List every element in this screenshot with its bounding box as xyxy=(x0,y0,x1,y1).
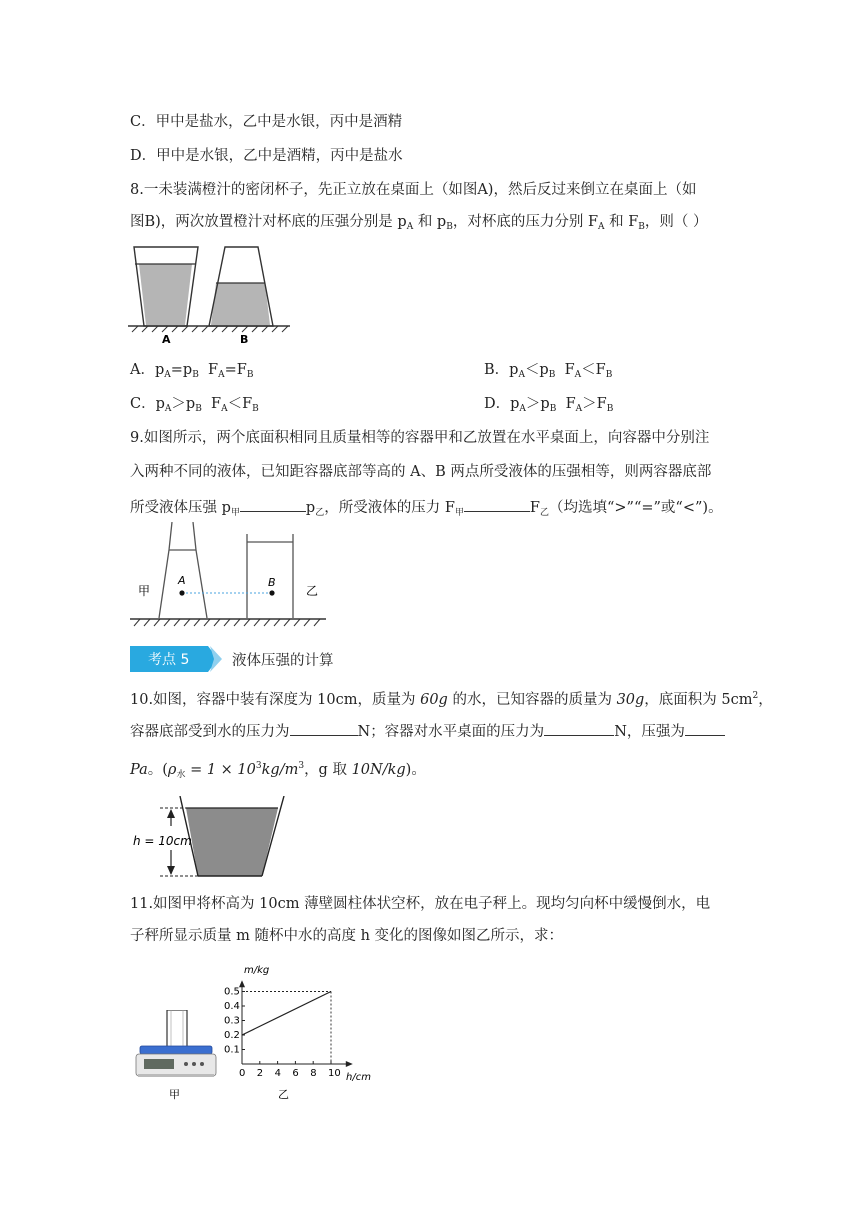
cup-b-liquid xyxy=(211,283,270,325)
q10-container-figure xyxy=(130,796,300,880)
q10-stem-line2: 容器底部受到水的压力为 N；容器对水平桌面的压力为 N，压强为 xyxy=(130,720,725,742)
q9-containers-figure xyxy=(130,522,330,634)
q10-stem-line3: Pa。($\rho_水 = 1 \times 10^3kg/m^3$，g 取 10N/kg)。 xyxy=(130,761,426,780)
x-tick-label: 2 xyxy=(256,1068,264,1079)
q7-option-c: C．甲中是盐水，乙中是水银，丙中是酒精 xyxy=(130,114,403,130)
x-axis-label: h/cm xyxy=(346,1072,371,1083)
cup xyxy=(167,1010,187,1048)
x-axis-arrow xyxy=(346,1061,353,1067)
q8-cups-figure xyxy=(128,246,298,346)
y-tick-label: 0.2 xyxy=(224,1030,240,1041)
y-axis-label: m/kg xyxy=(244,965,270,976)
x-tick-label: 10 xyxy=(328,1068,341,1079)
y-tick-label: 0.5 xyxy=(224,986,240,998)
q8-option-b: B．$p_A<p_B$ $F_A<F_B$ xyxy=(484,362,613,380)
q9-stem-line2: 入两种不同的液体，已知距容器底部等高的 A、B 两点所受液体的压强相等，则两容器底部 xyxy=(130,464,712,480)
q8-option-d: D．$p_A>p_B$ $F_A>F_B$ xyxy=(484,396,614,414)
q11-scale-figure xyxy=(134,1010,218,1102)
q7-option-d: D．甲中是水银，乙中是酒精，丙中是盐水 xyxy=(130,148,403,164)
q11-stem-line2: 子秤所显示质量 m 随杯中水的高度 h 变化的图像如图乙所示，求： xyxy=(130,928,564,944)
cup-b-label: B xyxy=(240,333,249,346)
scale-platform xyxy=(140,1046,212,1054)
scale-display xyxy=(144,1059,174,1069)
section-title: 液体压强的计算 xyxy=(232,653,334,669)
y-tick-label: 0.1 xyxy=(224,1044,240,1056)
q10-blank-force-table[interactable] xyxy=(544,720,614,736)
q10-stem-line1: 10.如图，容器中装有深度为 10cm，质量为 60g 的水，已知容器的质量为 30g，底面积为 $5cm^2$， xyxy=(130,691,773,708)
q10-blank-force-bottom[interactable] xyxy=(290,720,358,736)
x-tick-label: 6 xyxy=(292,1068,299,1079)
cup-a-label: A xyxy=(162,333,171,346)
q8-stem-line1: 8.一未装满橙汁的密闭杯子，先正立放在桌面上（如图A)，然后反过来倒立在桌面上（如 xyxy=(130,182,697,198)
svg-text:考点 5: 考点 5 xyxy=(148,652,190,668)
x-tick-label: 8 xyxy=(310,1068,317,1079)
point-a xyxy=(179,590,184,595)
q9-stem-line3: 所受液体压强 $p_甲$ $p_乙$，所受液体的压力 $F_甲$ $F_乙$（均选填“>”“=”或“<”)。 xyxy=(130,496,723,523)
x-tick-label: 0 xyxy=(239,1068,246,1079)
q10-blank-pressure[interactable] xyxy=(685,720,725,736)
q8-option-c: C．$p_A>p_B$ $F_A<F_B$ xyxy=(130,396,259,414)
q10-height-label: h = 10cm xyxy=(133,834,192,848)
mass-line xyxy=(242,992,331,1036)
point-b xyxy=(269,590,274,595)
svg-text:A: A xyxy=(178,574,186,587)
graph-label-yi: 乙 xyxy=(278,1088,289,1101)
q9-blank-pressure[interactable] xyxy=(240,496,306,512)
y-tick-label: 0.3 xyxy=(224,1015,240,1027)
scale-label-jia: 甲 xyxy=(169,1088,180,1101)
q8-stem-line2: 图B)，两次放置橙汁对杯底的压强分别是 $p_A$ 和 $p_B$，对杯底的压力分别 $F_A$ 和 $F_B$，则（ ） xyxy=(130,214,708,232)
q9-blank-force[interactable] xyxy=(464,496,530,512)
q11-mass-height-chart xyxy=(222,962,380,1102)
q9-stem-line1: 9.如图所示，两个底面积相同且质量相等的容器甲和乙放置在水平桌面上，向容器中分别注 xyxy=(130,430,710,446)
label-yi: 乙 xyxy=(306,584,319,598)
cup-a-liquid xyxy=(139,264,192,325)
q8-option-a: A．$p_A=p_B$ $F_A=F_B$ xyxy=(130,362,254,380)
svg-text:B: B xyxy=(268,576,276,589)
label-jia: 甲 xyxy=(138,584,151,598)
y-tick-label: 0.4 xyxy=(224,1001,240,1012)
x-tick-label: 4 xyxy=(274,1068,281,1079)
section-badge xyxy=(130,644,222,674)
q11-stem-line1: 11.如图甲将杯高为 10cm 薄壁圆柱体状空杯，放在电子秤上。现均匀向杯中缓慢倒水，电 xyxy=(130,896,711,912)
